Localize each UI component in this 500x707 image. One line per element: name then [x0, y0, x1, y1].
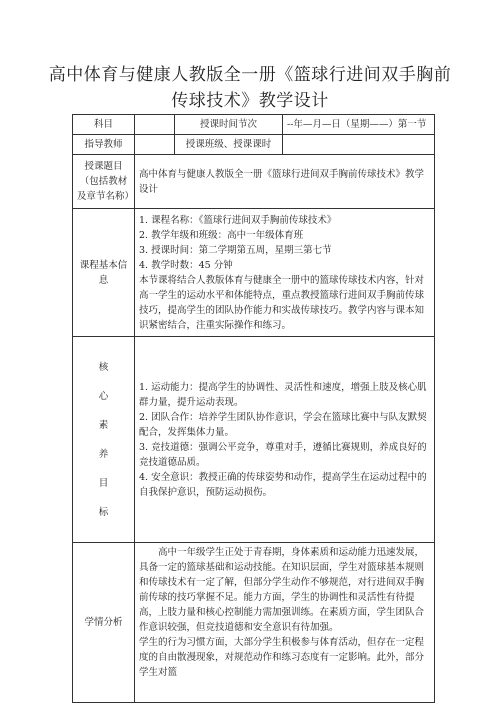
core-goal-item: 2. 团队合作：培养学生团队协作意识，学会在篮球比赛中与队友默契配合，发挥集体力量。 [139, 411, 427, 438]
class-time-label: 授课时间节次 [175, 115, 283, 135]
analysis-paragraph: 学生的行为习惯方面，大部分学生积极参与体育活动，但存在一定程度的自由散漫现象，对规范动作和练习态度有一定影响。此外，部分学生对篮 [139, 637, 425, 678]
core-goal-item: 4. 安全意识：教授正确的传球姿势和动作，提高学生在运动过程中的自我保护意识，预防运动损伤。 [139, 471, 427, 498]
table-row [73, 337, 435, 543]
core-goals-label [73, 337, 135, 543]
basic-info-label: 课程基本信息 [73, 209, 135, 337]
basic-info-content [135, 209, 435, 337]
table-row [73, 135, 435, 155]
core-label-char: 目 [98, 477, 109, 489]
topic-value: 高中体育与健康人教版全一册《篮球行进间双手胸前传球技术》教学设计 [135, 155, 435, 209]
basic-info-item: 1. 课程名称：《篮球行进间双手胸前传球技术》 [139, 214, 337, 226]
core-goal-item: 3. 竞技道德：强调公平竞争，尊重对手，遵循比赛规则，养成良好的竞技道德品质。 [139, 441, 427, 468]
subject-value [135, 115, 175, 135]
core-goals-content [135, 337, 435, 543]
student-analysis-content [135, 543, 435, 703]
core-goal-item: 1. 运动能力：提高学生的协调性、灵活性和速度，增强上肢及核心肌群力量，提升运动表现。 [139, 381, 427, 408]
lesson-plan-table [72, 114, 435, 703]
table-row [73, 155, 435, 209]
core-label-char: 养 [98, 448, 109, 460]
table-row [73, 115, 435, 135]
class-period-value [283, 135, 435, 155]
subject-label: 科目 [73, 115, 135, 135]
core-label-char: 核 [98, 361, 109, 373]
class-period-label: 授课班级、授课课时 [175, 135, 283, 155]
core-label-char: 素 [98, 419, 109, 431]
table-row [73, 209, 435, 337]
core-label-char: 标 [98, 506, 109, 518]
class-time-value: --年—月—日（星期——）第一节 [283, 115, 435, 135]
basic-info-item: 4. 教学时数：45 分钟 [139, 259, 233, 271]
teacher-value [135, 135, 175, 155]
basic-info-item: 2. 教学年级和班级：高中一年级体育班 [139, 229, 304, 241]
topic-label: 授课题目（包括教材及章节名称） [73, 155, 135, 209]
basic-info-item: 3. 授课时间：第二学期第五周，星期三第七节 [139, 244, 332, 256]
teacher-label: 指导教师 [73, 135, 135, 155]
table-row [73, 543, 435, 703]
student-analysis-label: 学情分析 [73, 543, 135, 703]
document-title-line-1: 高中体育与健康人教版全一册《篮球行进间双手胸前 [48, 65, 452, 85]
basic-info-summary: 本节课将结合人教版体育与健康全一册中的篮球传球技术内容，针对高一学生的运动水平和体能特点，重点教授篮球行进间双手胸前传球技巧，提高学生的团队协作能力和实战传球技巧。教学内容与课本知识紧密结合，注重实际操作和练习。 [139, 274, 425, 331]
core-label-char: 心 [98, 390, 109, 402]
analysis-paragraph: 高中一年级学生正处于青春期，身体素质和运动能力迅速发展，具备一定的篮球基础和运动技能。在知识层面，学生对篮球基本规则和传球技术有一定了解，但部分学生动作不够规范，对行进间双手胸前传球的技巧掌握不足。能力方面，学生的协调性和灵活性有待提高，上肢力量和核心控制能力需加强训练。在素质方面，学生团队合作意识较强，但竞技道德和安全意识有待加强。 [139, 547, 425, 633]
document-title-line-2: 传球技术》教学设计 [171, 91, 329, 111]
